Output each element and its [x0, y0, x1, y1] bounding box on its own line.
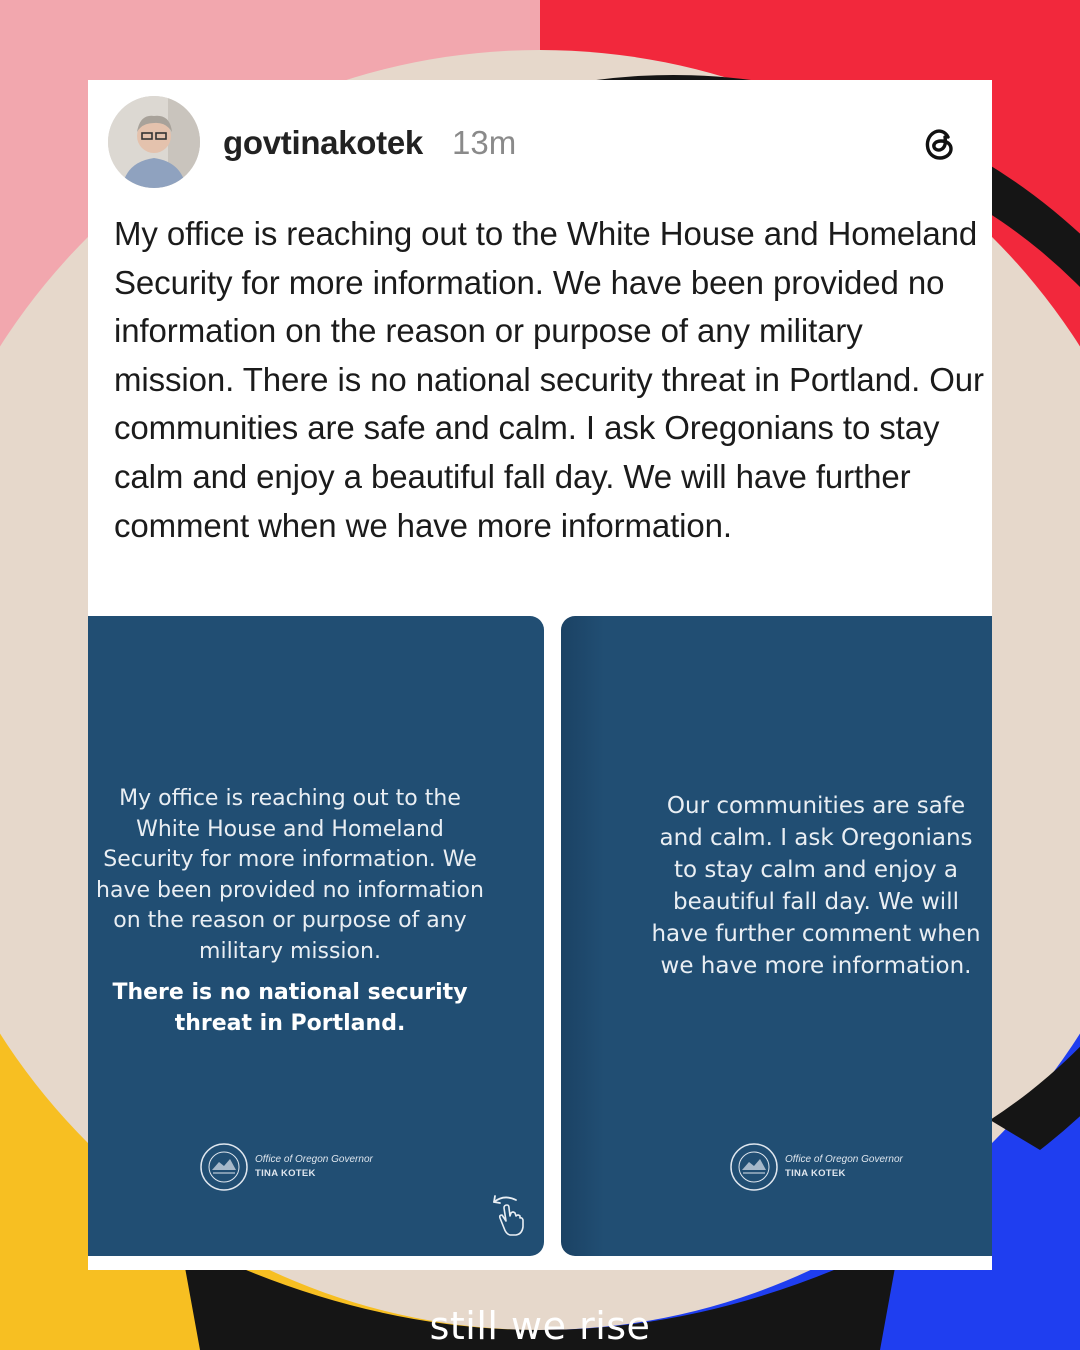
governor-office-logo — [199, 1142, 373, 1192]
oregon-state-seal-icon — [199, 1142, 249, 1192]
threads-post-card — [88, 80, 992, 1270]
username[interactable]: govtinakotek — [223, 124, 423, 161]
seal-office-label: Office of Oregon Governor — [785, 1154, 903, 1165]
seal-name-label: TINA KOTEK — [785, 1168, 846, 1179]
oregon-state-seal-icon — [729, 1142, 779, 1192]
threads-icon[interactable] — [921, 125, 959, 163]
slide-panel-1[interactable] — [88, 616, 544, 1256]
slide-1-bold-statement: There is no national security threat in Portland. — [112, 980, 468, 1036]
swipe-hand-icon — [490, 1194, 528, 1238]
slide-1-body: My office is reaching out to the White House and Homeland Security for more information. We have been provided no information on the reason or purpose of any military mission. — [96, 786, 484, 964]
slide-panel-2[interactable] — [561, 616, 992, 1256]
profile-avatar[interactable] — [108, 96, 200, 188]
footer-caption: still we rise — [429, 1304, 651, 1348]
governor-office-logo — [729, 1142, 903, 1192]
post-body: My office is reaching out to the White House and Homeland Security for more information. We have been provided no information on the reason or purpose of any military mission. There is no national security threat in Portland. Our communities are safe and calm. I ask Oregonians to stay calm and enjoy a beautiful fall day. We will have further comment when we have more information. — [114, 215, 984, 544]
post-timestamp: 13m — [452, 124, 517, 161]
seal-office-label: Office of Oregon Governor — [255, 1154, 373, 1165]
slide-2-body: Our communities are safe and calm. I ask Oregonians to stay calm and enjoy a beautiful fall day. We will have further comment when we have more information. — [651, 793, 981, 979]
seal-name-label: TINA KOTEK — [255, 1168, 316, 1179]
